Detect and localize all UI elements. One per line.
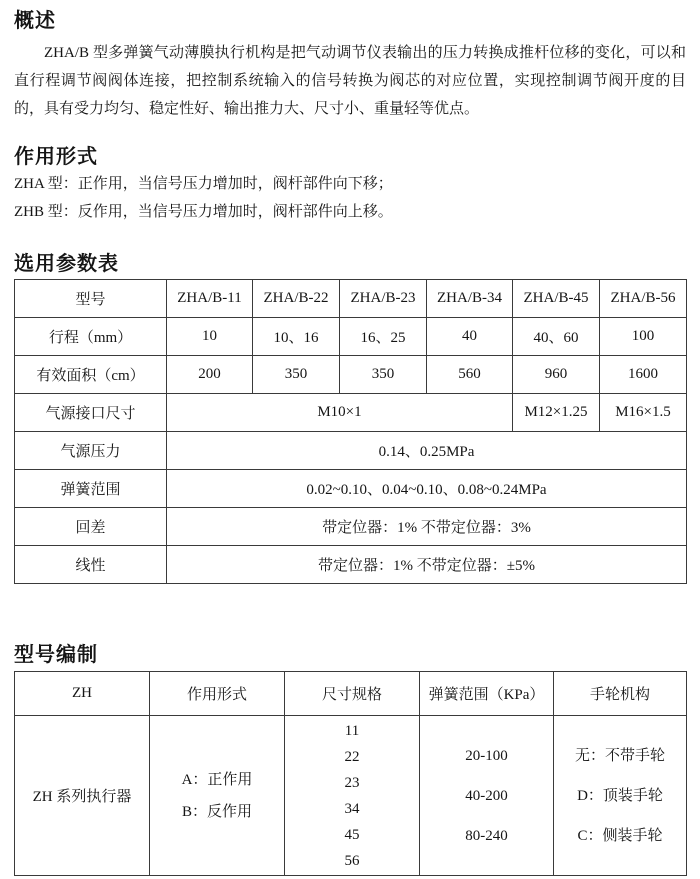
action-option: B：反作用	[181, 803, 252, 820]
table-cell: ZHA/B-22	[253, 280, 340, 318]
row-label-spring: 弹簧范围	[15, 470, 167, 508]
table-cell: 350	[253, 356, 340, 394]
coding-body-row	[15, 716, 687, 876]
table-cell: 10、16	[253, 318, 340, 356]
handwheel-option: 无：不带手轮	[574, 747, 665, 764]
coding-cell-series: ZH 系列执行器	[15, 716, 150, 876]
size-option: 34	[344, 800, 360, 817]
selection-table-heading: 选用参数表	[14, 253, 119, 275]
spring-range-option: 20-100	[465, 747, 508, 764]
table-cell: 350	[340, 356, 427, 394]
table-cell: 带定位器：1% 不带定位器：±5%	[167, 546, 687, 584]
table-row-area	[15, 356, 687, 394]
handwheel-option: D：顶装手轮	[577, 787, 663, 804]
table-cell: ZHA/B-34	[427, 280, 513, 318]
zha-action-line: ZHA 型：正作用，当信号压力增加时，阀杆部件向下移；	[14, 176, 393, 192]
table-cell: M10×1	[167, 394, 513, 432]
table-cell: 16、25	[340, 318, 427, 356]
table-cell: 100	[600, 318, 687, 356]
coding-cell-spring-ranges	[420, 716, 554, 876]
coding-header-zh: ZH	[15, 672, 150, 716]
row-label-model: 型号	[15, 280, 167, 318]
table-row-hysteresis	[15, 508, 687, 546]
spring-range-option: 80-240	[465, 827, 508, 844]
table-cell: 0.14、0.25MPa	[167, 432, 687, 470]
table-row-port	[15, 394, 687, 432]
row-label-stroke: 行程（mm）	[15, 318, 167, 356]
action-option: A：正作用	[181, 771, 253, 788]
table-cell: ZHA/B-45	[513, 280, 600, 318]
table-row-spring	[15, 470, 687, 508]
action-form-heading: 作用形式	[14, 146, 98, 168]
table-cell: 560	[427, 356, 513, 394]
overview-paragraph: ZHA/B 型多弹簧气动薄膜执行机构是把气动调节仪表输出的压力转换成推杆位移的变化，可以和直行程调节阀阀体连接，把控制系统输入的信号转换为阀芯的对应位置，实现控制调节阀开度的目的，具有受力均匀、稳定性好、输出推力大、尺寸小、重量轻等优点。	[14, 45, 686, 117]
table-cell: 10	[167, 318, 253, 356]
table-cell: ZHA/B-23	[340, 280, 427, 318]
row-label-linearity: 线性	[15, 546, 167, 584]
size-option: 56	[344, 852, 360, 869]
coding-cell-sizes	[285, 716, 420, 876]
overview-heading: 概述	[14, 10, 56, 32]
coding-cell-handwheel-options	[554, 716, 687, 876]
table-cell: 40、60	[513, 318, 600, 356]
model-coding-table	[14, 671, 687, 876]
size-option: 11	[344, 722, 360, 739]
table-cell: 40	[427, 318, 513, 356]
handwheel-option: C：侧装手轮	[577, 827, 663, 844]
table-cell: ZHA/B-56	[600, 280, 687, 318]
coding-header-handwheel: 手轮机构	[554, 672, 687, 716]
coding-cell-action-options	[150, 716, 285, 876]
coding-header-spring: 弹簧范围（KPa）	[420, 672, 554, 716]
table-cell: M12×1.25	[513, 394, 600, 432]
table-row-linearity	[15, 546, 687, 584]
size-option: 22	[344, 748, 360, 765]
spring-range-option: 40-200	[465, 787, 508, 804]
table-cell: M16×1.5	[600, 394, 687, 432]
table-cell: 960	[513, 356, 600, 394]
coding-header-row	[15, 672, 687, 716]
coding-header-action: 作用形式	[150, 672, 285, 716]
zhb-action-line: ZHB 型：反作用，当信号压力增加时，阀杆部件向上移。	[14, 204, 393, 220]
table-cell: ZHA/B-11	[167, 280, 253, 318]
row-label-hysteresis: 回差	[15, 508, 167, 546]
model-coding-heading: 型号编制	[14, 644, 98, 666]
size-option: 45	[344, 826, 360, 843]
table-row-pressure	[15, 432, 687, 470]
table-row-model	[15, 280, 687, 318]
table-cell: 200	[167, 356, 253, 394]
table-cell: 0.02~0.10、0.04~0.10、0.08~0.24MPa	[167, 470, 687, 508]
table-cell: 1600	[600, 356, 687, 394]
row-label-port: 气源接口尺寸	[15, 394, 167, 432]
table-row-stroke	[15, 318, 687, 356]
selection-parameter-table	[14, 279, 687, 584]
row-label-area: 有效面积（cm）	[15, 356, 167, 394]
size-option: 23	[344, 774, 360, 791]
coding-header-size: 尺寸规格	[285, 672, 420, 716]
row-label-pressure: 气源压力	[15, 432, 167, 470]
table-cell: 带定位器：1% 不带定位器：3%	[167, 508, 687, 546]
